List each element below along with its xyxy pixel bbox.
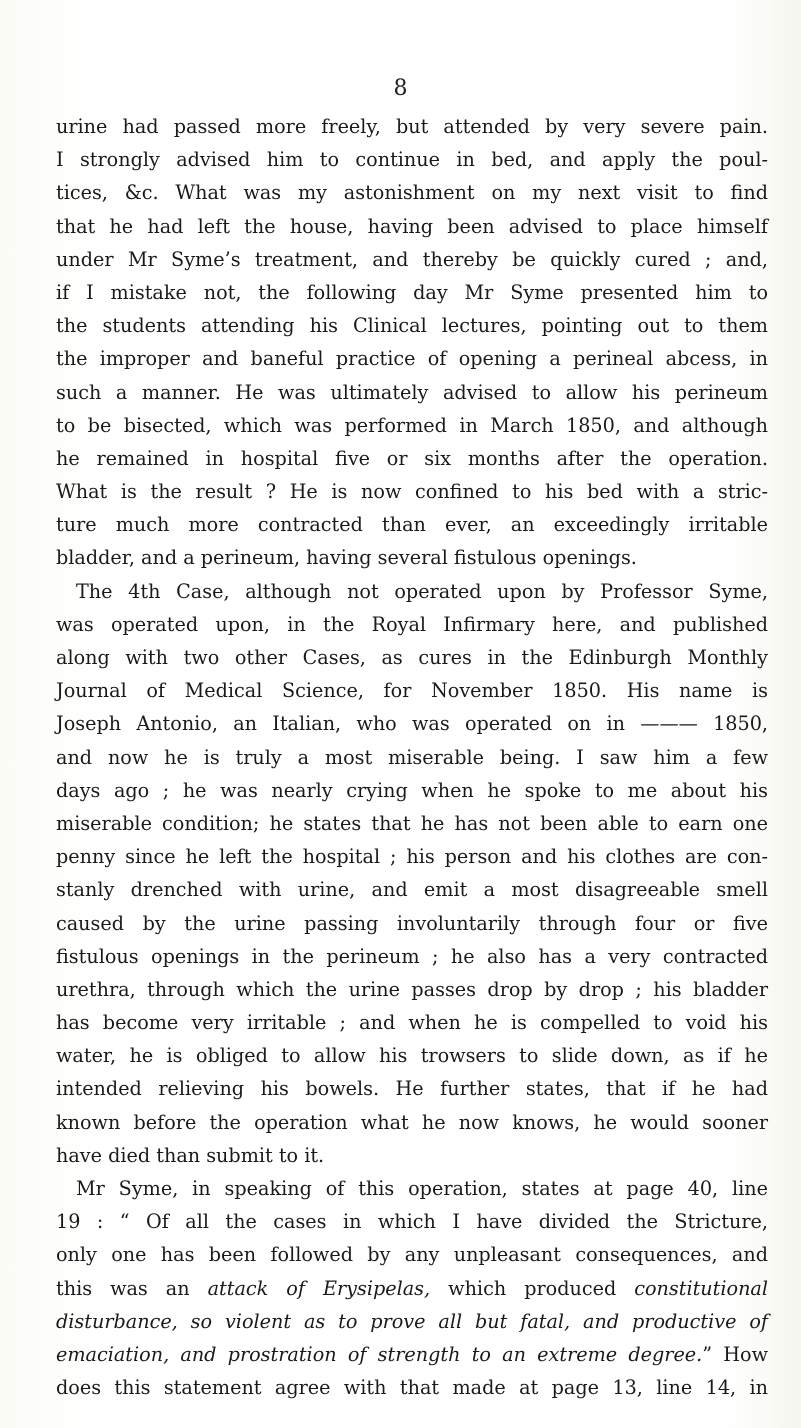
text-line: [56, 243, 768, 276]
text-line: [56, 376, 768, 409]
text-line: [56, 1039, 768, 1072]
text-line: [56, 973, 768, 1006]
page-number: 8: [393, 76, 408, 101]
text-segment: The 4th Case, although not operated upon by Professor Syme,: [76, 579, 768, 603]
text-line: [56, 342, 768, 375]
text-line: [56, 1238, 768, 1271]
text-segment: to be bisected, which was performed in March 1850, and although: [56, 413, 768, 437]
text-line: [56, 210, 768, 243]
text-segment: was operated upon, in the Royal Infirmary here, and published: [56, 612, 768, 636]
text-line: [56, 276, 768, 309]
text-segment: under Mr Syme’s treatment, and thereby be quickly cured ; and,: [56, 247, 768, 271]
text-segment: along with two other Cases, as cures in the Edinburgh Monthly: [56, 646, 768, 669]
text-line: [56, 508, 768, 541]
text-line: [56, 907, 768, 940]
text-line: [56, 674, 768, 707]
text-line: [56, 475, 768, 508]
text-line: [56, 1371, 768, 1404]
text-segment: Mr Syme, in speaking of this operation, states at page 40, line: [76, 1177, 768, 1200]
text-segment: fistulous openings in the perineum ; he also has a very contracted: [56, 944, 768, 968]
text-segment: bladder, and a perineum, having several fistulous openings.: [56, 546, 637, 570]
text-line: [56, 940, 768, 973]
text-segment: intended relieving his bowels. He further states, that if he had: [56, 1077, 768, 1101]
text-line: [56, 873, 768, 906]
text-segment: days ago ; he was nearly crying when he spoke to me about his: [56, 778, 768, 802]
emphasized-text: attack of Erysipelas,: [207, 1276, 431, 1300]
text-segment: What is the result ? He is now confined to his bed with a stric-: [56, 480, 768, 504]
text-segment: ture much more contracted than ever, an exceedingly irritable: [56, 513, 768, 537]
text-line: [56, 774, 768, 807]
emphasized-text: constitutional: [634, 1276, 769, 1300]
text-segment: have died than submit to it.: [56, 1143, 325, 1167]
text-segment: does this statement agree with that made at page 13, line 14, in: [56, 1376, 768, 1400]
text-line: [56, 1205, 768, 1238]
text-segment: which produced: [430, 1276, 635, 1300]
text-segment: this was an: [56, 1276, 208, 1300]
body-text: [56, 110, 768, 1404]
text-line: [56, 575, 768, 608]
text-segment: and now he is truly a most miserable being. I saw him a few: [56, 745, 768, 769]
text-segment: caused by the urine passing involuntarily through four or five: [56, 911, 768, 935]
text-segment: has become very irritable ; and when he is compelled to void his: [56, 1011, 768, 1035]
text-segment: miserable condition; he states that he has not been able to earn one: [56, 811, 768, 835]
text-line: [56, 1305, 768, 1338]
text-line: [56, 143, 768, 176]
text-segment: he remained in hospital five or six months after the operation.: [56, 446, 768, 470]
text-segment: Joseph Antonio, an Italian, who was operated on in ——— 1850,: [56, 712, 768, 736]
text-segment: penny since he left the hospital ; his person and his clothes are con-: [56, 845, 768, 869]
text-segment: stanly drenched with urine, and emit a most disagreeable smell: [56, 878, 768, 902]
text-line: [56, 707, 768, 740]
text-line: [56, 1006, 768, 1039]
text-segment: known before the operation what he now knows, he would sooner: [56, 1110, 768, 1134]
text-segment: urethra, through which the urine passes drop by drop ; his bladder: [56, 977, 768, 1001]
text-segment: if I mistake not, the following day Mr Syme presented him to: [56, 280, 768, 304]
text-segment: ” How: [702, 1342, 768, 1366]
text-segment: that he had left the house, having been advised to place himself: [56, 214, 768, 238]
text-line: [56, 741, 768, 774]
text-segment: only one has been followed by any unpleasant consequences, and: [56, 1243, 768, 1267]
text-line: [56, 409, 768, 442]
emphasized-text: disturbance, so violent as to prove all but fatal, and productive of: [56, 1309, 768, 1333]
text-line: [56, 110, 768, 143]
text-segment: 19 : “ Of all the cases in which I have divided the Stricture,: [56, 1210, 768, 1234]
text-line: [56, 641, 768, 674]
text-line: [56, 1172, 768, 1205]
text-segment: I strongly advised him to continue in bed, and apply the poul-: [56, 148, 768, 172]
text-segment: water, he is obliged to allow his trowsers to slide down, as if he: [56, 1044, 768, 1068]
text-line: [56, 1139, 768, 1172]
text-segment: the improper and baneful practice of opening a perineal abcess, in: [56, 347, 768, 371]
text-line: [56, 1106, 768, 1139]
text-segment: the students attending his Clinical lectures, pointing out to them: [56, 314, 768, 338]
text-line: [56, 1272, 768, 1305]
text-segment: urine had passed more freely, but attended by very severe pain.: [56, 115, 768, 138]
text-line: [56, 1072, 768, 1105]
text-line: [56, 840, 768, 873]
text-line: [56, 1338, 768, 1371]
text-line: [56, 309, 768, 342]
text-segment: tices, &c. What was my astonishment on my next visit to find: [56, 181, 768, 205]
text-line: [56, 176, 768, 209]
text-line: [56, 541, 768, 574]
text-segment: such a manner. He was ultimately advised to allow his perineum: [56, 380, 768, 404]
text-line: [56, 608, 768, 641]
emphasized-text: emaciation, and prostration of strength to an extreme degree.: [56, 1342, 703, 1366]
text-line: [56, 442, 768, 475]
text-line: [56, 807, 768, 840]
text-segment: Journal of Medical Science, for November 1850. His name is: [56, 679, 768, 703]
